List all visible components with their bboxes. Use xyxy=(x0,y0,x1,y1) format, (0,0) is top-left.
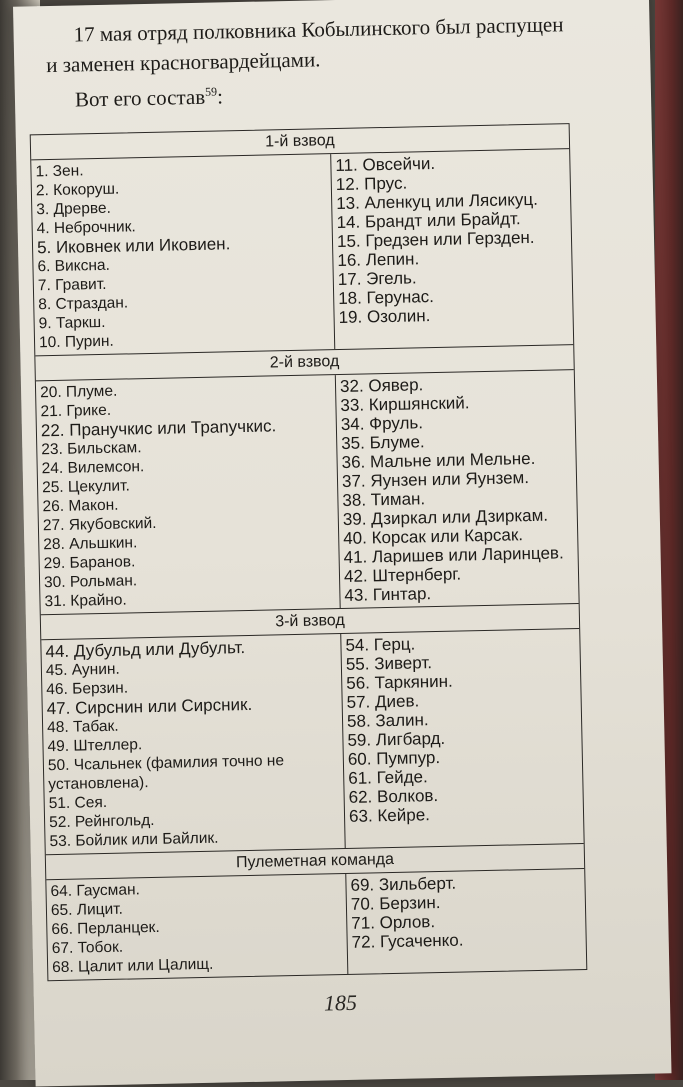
platoon-body xyxy=(31,149,573,356)
platoon-column-right xyxy=(336,370,579,608)
member-entry: 40. Корсак или Карсак. xyxy=(343,525,524,548)
member-entry: 62. Волков. xyxy=(348,786,439,807)
footnote-ref: 59 xyxy=(204,84,218,99)
member-entry: 13. Аленкуц или Лясикуц. xyxy=(336,189,539,214)
intro-line-2: и заменен красногвардейцами. xyxy=(45,47,321,78)
member-entry: 72. Гусаченко. xyxy=(351,930,464,952)
member-entry: 25. Цекулит. xyxy=(41,477,130,497)
member-entry: 69. Зильберт. xyxy=(350,873,457,895)
member-entry: 53. Бойлик или Байлик. xyxy=(49,829,219,851)
member-entry: 63. Кейре. xyxy=(348,805,431,826)
platoon-header: 3-й взвод xyxy=(41,604,579,640)
member-entry: 9. Таркш. xyxy=(38,313,106,333)
member-entry: 23. Бильскам. xyxy=(41,439,142,459)
member-entry: 7. Гравит. xyxy=(37,275,107,295)
intro-colon: : xyxy=(216,84,224,109)
member-entry: 50. Чсальнек (фамилия точно не установлена). xyxy=(47,752,285,794)
intro-paragraph xyxy=(45,8,617,115)
member-entry: 36. Мальне или Мельне. xyxy=(341,448,536,472)
member-entry: 17. Эгель. xyxy=(337,268,417,290)
member-entry: 65. Лицит. xyxy=(50,900,124,920)
member-entry: 37. Яунзен или Яунзем. xyxy=(341,468,530,491)
member-entry: 35. Блуме. xyxy=(341,432,425,453)
intro-line-3-text: Вот его состав xyxy=(74,84,206,112)
member-entry: 1. Зен. xyxy=(35,162,84,181)
member-entry: 61. Гейде. xyxy=(348,767,428,788)
member-entry: 60. Пумпур. xyxy=(347,747,441,769)
member-entry: 24. Вилемсон. xyxy=(41,458,145,478)
member-entry: 34. Фруль. xyxy=(340,413,424,434)
member-entry: 71. Орлов. xyxy=(351,912,436,933)
member-entry: 29. Баранов. xyxy=(43,553,136,573)
member-entry: 27. Якубовский. xyxy=(42,514,157,535)
member-entry: 22. Пранучкис или Трanучкис. xyxy=(40,416,277,441)
member-entry: 59. Лигбард. xyxy=(347,728,446,750)
member-entry: 44. Дубульд или Дубульт. xyxy=(45,638,246,662)
member-entry: 14. Брандт или Брайдт. xyxy=(336,209,521,233)
member-entry: 43. Гинтар. xyxy=(344,584,432,605)
member-entry: 46. Берзин. xyxy=(46,679,129,699)
member-entry: 2. Кокоруш. xyxy=(35,180,120,200)
roster-table xyxy=(30,123,588,981)
member-entry: 21. Грике. xyxy=(40,401,112,421)
platoon-body xyxy=(41,629,583,855)
member-entry: 58. Залин. xyxy=(346,710,429,731)
member-entry: 52. Рейнгольд. xyxy=(48,811,155,832)
member-entry: 5. Иковнек или Иковиен. xyxy=(36,234,231,258)
member-entry: 68. Цалит или Цалищ. xyxy=(51,955,214,977)
member-entry: 6. Виксна. xyxy=(37,256,111,276)
member-entry: 18. Герунас. xyxy=(338,287,435,309)
platoon-body xyxy=(36,370,579,615)
member-entry: 49. Штеллер. xyxy=(47,736,143,756)
member-entry: 47. Сирснин или Сирсник. xyxy=(46,694,253,719)
member-entry: 26. Макон. xyxy=(42,496,119,516)
platoon-column-left xyxy=(31,154,335,355)
member-entry: 39. Дзиркал или Дзиркам. xyxy=(342,505,549,529)
member-entry: 66. Перланцек. xyxy=(51,918,160,939)
member-entry: 20. Плуме. xyxy=(39,382,118,402)
platoon-column-left xyxy=(41,634,345,854)
platoon-header: 1-й взвод xyxy=(31,124,569,160)
member-entry: 64. Гаусман. xyxy=(50,881,141,901)
platoon-column-left xyxy=(36,375,341,614)
member-entry: 11. Овсейчи. xyxy=(335,153,436,176)
member-entry: 55. Зиверт. xyxy=(345,653,433,674)
member-entry: 16. Лепин. xyxy=(337,249,420,271)
member-entry: 30. Рольман. xyxy=(43,572,138,592)
platoon-column-right xyxy=(341,629,583,848)
member-entry: 28. Альшкин. xyxy=(43,534,138,554)
member-entry: 48. Табак. xyxy=(46,717,119,737)
member-entry: 19. Озолин. xyxy=(338,306,431,328)
member-entry: 45. Аунин. xyxy=(45,660,120,680)
platoon-column-left xyxy=(46,874,348,980)
platoon-column-right xyxy=(331,149,573,349)
member-entry: 8. Страздан. xyxy=(38,294,129,314)
member-entry: 31. Крайно. xyxy=(44,591,127,611)
member-entry: 42. Штернберг. xyxy=(343,564,462,586)
member-entry: 3. Дрерве. xyxy=(36,199,112,219)
member-entry: 56. Таркянин. xyxy=(346,671,453,693)
page-number: 185 xyxy=(323,989,358,1016)
platoon-header: Пулеметная команда xyxy=(46,844,584,880)
member-entry: 15. Гредзен или Герзден. xyxy=(336,227,535,252)
platoon-column-right xyxy=(346,869,586,974)
member-entry: 4. Неброчник. xyxy=(36,218,136,238)
member-entry: 57. Диев. xyxy=(346,691,420,712)
member-entry: 41. Ларишев или Ларинцев. xyxy=(343,543,564,567)
member-entry: 67. Тобок. xyxy=(51,938,124,958)
platoon-header: 2-й взвод xyxy=(35,345,573,381)
member-entry: 33. Киршянский. xyxy=(340,393,470,415)
intro-line-1: 17 мая отряд полковника Кобылинского был распущен xyxy=(73,12,564,47)
member-entry: 38. Тиман. xyxy=(342,489,426,510)
member-entry: 12. Прус. xyxy=(335,173,408,195)
book-page xyxy=(13,0,671,1087)
member-entry: 70. Берзин. xyxy=(350,893,441,914)
platoon-body xyxy=(46,869,586,980)
member-entry: 51. Сея. xyxy=(48,793,108,813)
member-entry: 10. Пурин. xyxy=(38,332,114,352)
member-entry: 32. Оявер. xyxy=(339,375,424,396)
member-entry: 54. Герц. xyxy=(345,634,416,655)
